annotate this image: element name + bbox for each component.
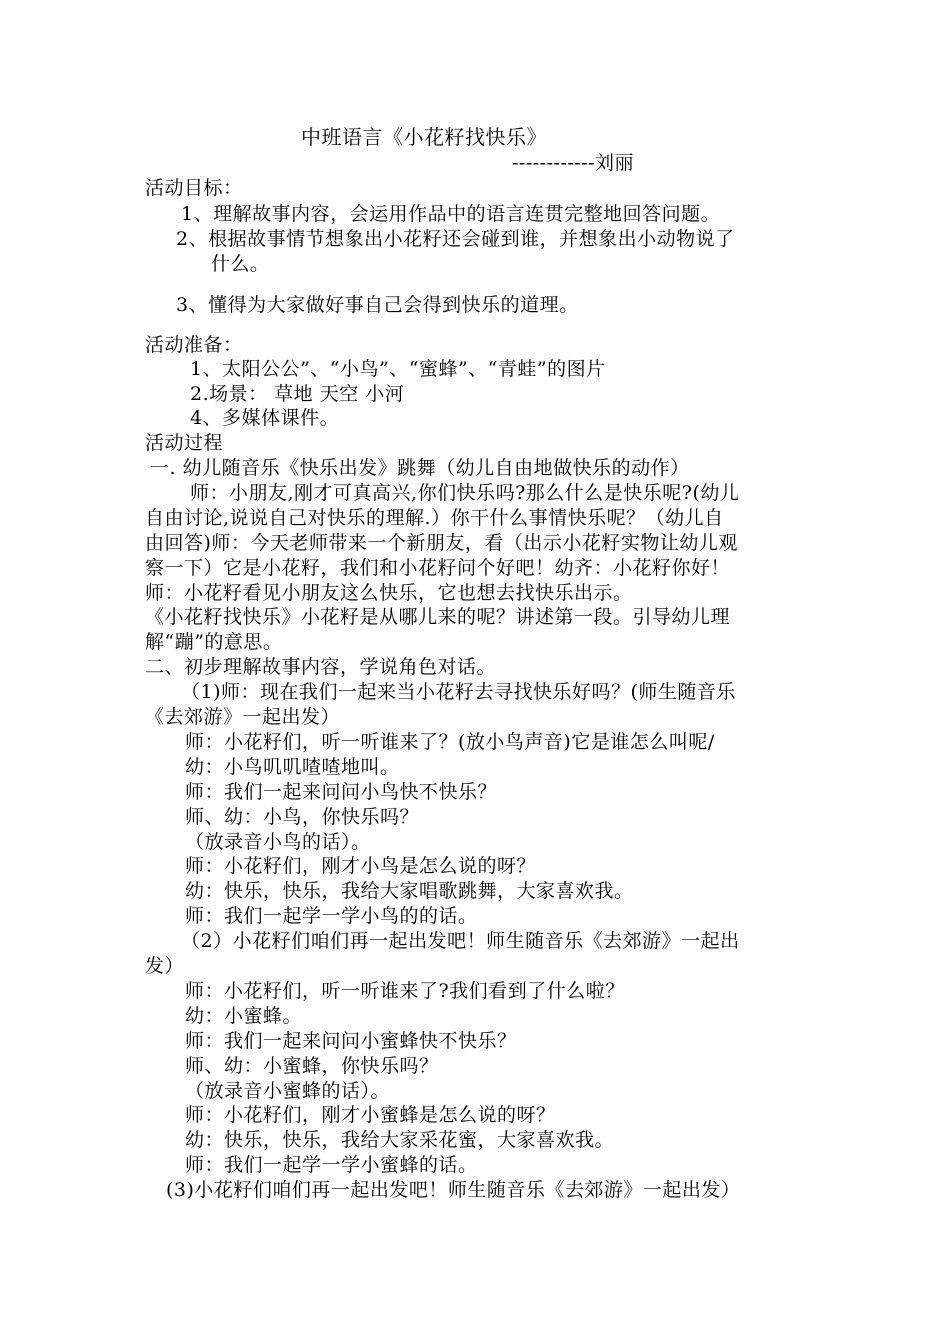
author-line: ------------刘丽: [512, 152, 635, 174]
paragraph-line: 察一下）它是小花籽，我们和小花籽问个好吧！幼齐：小花籽你好！: [145, 557, 731, 579]
paragraph-line: 师：小朋友,刚才可真高兴,你们快乐吗?那么什么是快乐呢?(幼儿: [190, 482, 740, 504]
preparation-heading: 活动准备：: [145, 334, 243, 356]
dialogue-line: 师：我们一起学一学小蜜蜂的话。: [185, 1154, 478, 1176]
paragraph-line: 师：小花籽看见小朋友这么快乐，它也想去找快乐出示。: [145, 582, 633, 604]
objective-item-2: 2、根据故事情节想象出小花籽还会碰到谁，并想象出小动物说了: [176, 228, 735, 250]
dialogue-line: (3)小花籽们咱们再一起出发吧！师生随音乐《去郊游》一起出发）: [166, 1179, 741, 1201]
dialogue-line: 发）: [145, 955, 185, 977]
objective-item-3: 3、懂得为大家做好事自己会得到快乐的道理。: [176, 294, 579, 316]
dialogue-line: （1)师：现在我们一起来当小花籽去寻找快乐好吗？(师生随音乐: [181, 681, 736, 703]
dialogue-line: 师、幼：小鸟，你快乐吗？: [185, 806, 420, 828]
preparation-item-1: 1、太阳公公”、“小鸟”、“蜜蜂”、“青蛙”的图片: [190, 358, 606, 380]
dialogue-line: 幼：快乐，快乐，我给大家唱歌跳舞，大家喜欢我。: [185, 880, 634, 902]
dialogue-line: （放录音小鸟的话）。: [185, 831, 371, 853]
dialogue-line: 师：小花籽们，刚才小鸟是怎么说的呀？: [185, 855, 537, 877]
dialogue-line: 师：小花籽们，刚才小蜜蜂是怎么说的呀？: [185, 1104, 556, 1126]
objective-item-2-cont: 什么。: [211, 253, 270, 275]
dialogue-line: （放录音小蜜蜂的话）。: [185, 1080, 391, 1102]
dialogue-line: 师、幼：小蜜蜂，你快乐吗？: [185, 1055, 439, 1077]
process-step-2-title: 二、初步理解故事内容，学说角色对话。: [145, 656, 497, 678]
dialogue-line: （2）小花籽们咱们再一起出发吧！师生随音乐《去郊游》一起出: [181, 930, 740, 952]
paragraph-line: 解“蹦”的意思。: [145, 631, 283, 653]
dialogue-line: 幼：小鸟叽叽喳喳地叫。: [185, 756, 400, 778]
dialogue-line: 幼：小蜜蜂。: [185, 1005, 303, 1027]
dialogue-line: 师：小花籽们，听一听谁来了？(放小鸟声音)它是谁怎么叫呢/: [185, 731, 715, 753]
process-heading: 活动过程: [145, 432, 224, 454]
dialogue-line: 师：小花籽们，听一听谁来了?我们看到了什么啦？: [185, 980, 625, 1002]
paragraph-line: 自由讨论,说说自己对快乐的理解.）你干什么事情快乐呢？（幼儿自: [145, 507, 724, 529]
paragraph-line: 《小花籽找快乐》小花籽是从哪儿来的呢？讲述第一段。引导幼儿理: [145, 606, 731, 628]
dialogue-line: 师：我们一起来问问小蜜蜂快不快乐？: [185, 1030, 517, 1052]
paragraph-line: 由回答)师：今天老师带来一个新朋友，看（出示小花籽实物让幼儿观: [145, 532, 738, 554]
process-step-1-title: 一. 幼儿随音乐《快乐出发》跳舞（幼儿自由地做快乐的动作）: [150, 457, 690, 479]
dialogue-line: 《去郊游》一起出发）: [145, 706, 341, 728]
objective-item-1: 1、理解故事内容，会运用作品中的语言连贯完整地回答问题。: [181, 203, 721, 225]
document-title: 中班语言《小花籽找快乐》: [301, 125, 547, 149]
dialogue-line: 师：我们一起来问问小鸟快不快乐？: [185, 781, 498, 803]
dialogue-line: 幼：快乐，快乐，我给大家采花蜜，大家喜欢我。: [185, 1129, 615, 1151]
objectives-heading: 活动目标：: [145, 177, 243, 199]
dialogue-line: 师：我们一起学一学小鸟的的话。: [185, 905, 478, 927]
preparation-item-2: 2.场景： 草地 天空 小河: [190, 383, 405, 405]
preparation-item-4: 4、多媒体课件。: [190, 407, 340, 429]
